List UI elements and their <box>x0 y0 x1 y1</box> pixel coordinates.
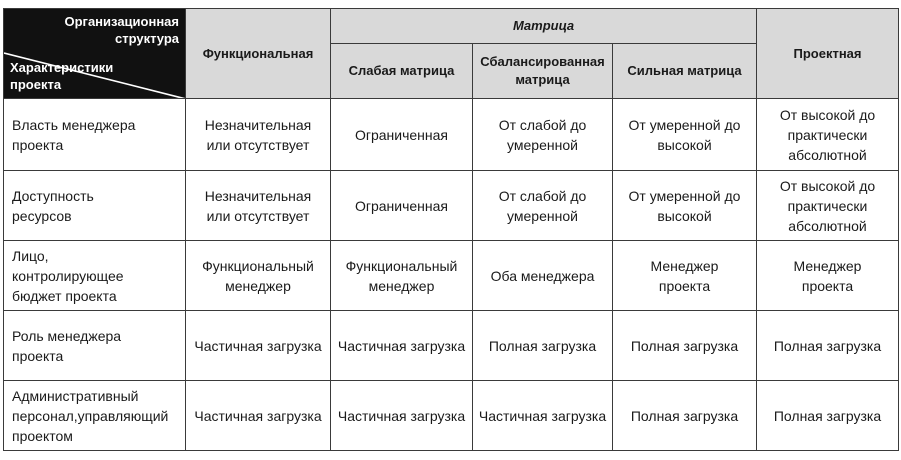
header-row-1 <box>4 9 899 44</box>
table-row <box>4 241 899 311</box>
table-cell: Полная загрузка <box>613 381 757 451</box>
row-label-pm-role: Роль менеджера проекта <box>4 311 186 381</box>
corner-header-cell <box>4 9 186 99</box>
table-cell: Полная загрузка <box>473 311 613 381</box>
table-cell: Менеджер проекта <box>613 241 757 311</box>
org-structure-comparison-table <box>3 8 899 451</box>
table-cell: Частичная загрузка <box>186 311 331 381</box>
header-balanced-matrix: Сбалансированная матрица <box>473 44 613 99</box>
corner-org-structure-label: Организационная структура <box>64 14 179 46</box>
header-projectized: Проектная <box>757 9 899 99</box>
table-row <box>4 99 899 171</box>
table-cell: Ограниченная <box>331 99 473 171</box>
header-matrix: Матрица <box>331 9 757 44</box>
header-strong-matrix: Сильная матрица <box>613 44 757 99</box>
table-row <box>4 171 899 241</box>
table-cell: Функциональный менеджер <box>331 241 473 311</box>
header-functional: Функциональная <box>186 9 331 99</box>
table-row <box>4 311 899 381</box>
table-cell: Частичная загрузка <box>331 381 473 451</box>
table-cell: Функциональный менеджер <box>186 241 331 311</box>
table-cell: От слабой до умеренной <box>473 99 613 171</box>
table-cell: Незначительная или отсутствует <box>186 171 331 241</box>
table-cell: Полная загрузка <box>613 311 757 381</box>
header-weak-matrix: Слабая матрица <box>331 44 473 99</box>
table-cell: Полная загрузка <box>757 381 899 451</box>
table-cell: Незначительная или отсутствует <box>186 99 331 171</box>
table-cell: Оба менеджера <box>473 241 613 311</box>
table-cell: Частичная загрузка <box>186 381 331 451</box>
table-cell: Частичная загрузка <box>473 381 613 451</box>
table-cell: От высокой до практически абсолютной <box>757 99 899 171</box>
table-cell: Полная загрузка <box>757 311 899 381</box>
corner-project-characteristics-label: Характеристики проекта <box>10 60 114 92</box>
row-label-resource-availability: Доступность ресурсов <box>4 171 186 241</box>
row-label-budget-controller: Лицо, контролирующее бюджет проекта <box>4 241 186 311</box>
table-cell: Частичная загрузка <box>331 311 473 381</box>
table-cell: От умеренной до высокой <box>613 171 757 241</box>
table-row <box>4 381 899 451</box>
table-cell: От слабой до умеренной <box>473 171 613 241</box>
row-label-pm-authority: Власть менеджера проекта <box>4 99 186 171</box>
row-label-admin-staff: Административный персонал,управляющий проектом <box>4 381 186 451</box>
table-cell: Ограниченная <box>331 171 473 241</box>
table-cell: От высокой до практически абсолютной <box>757 171 899 241</box>
org-structure-table-wrapper <box>3 8 899 451</box>
table-cell: Менеджер проекта <box>757 241 899 311</box>
table-cell: От умеренной до высокой <box>613 99 757 171</box>
